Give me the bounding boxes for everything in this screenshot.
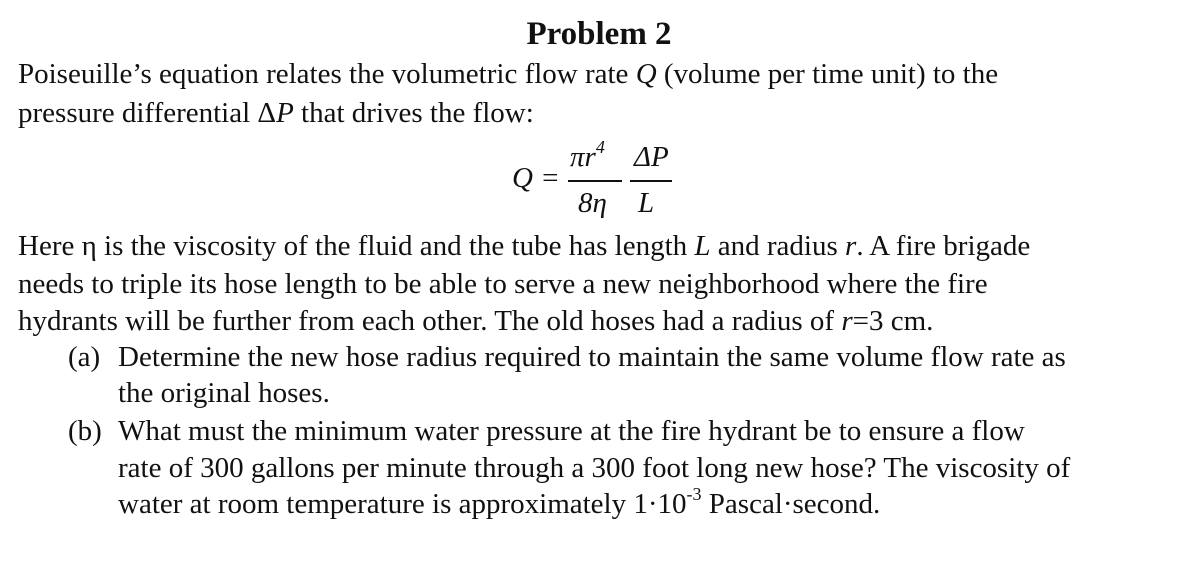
body-line-2: needs to triple its hose length to be able to serve a new neighborhood where the fire: [18, 268, 988, 300]
var-p: P: [276, 97, 294, 129]
var-r: r: [845, 230, 857, 262]
body-text: . A fire brigade: [856, 230, 1031, 262]
body-text: hydrants will be further from each other. The old hoses had a radius of: [18, 305, 842, 337]
var-q: Q: [635, 58, 657, 90]
body-text: and radius: [710, 230, 846, 262]
intro-text: that drives the flow:: [293, 97, 534, 129]
fraction-bar-right: [630, 180, 672, 182]
item-b-line-2: rate of 300 gallons per minute through a 300 foot long new hose? The viscosity of: [118, 452, 1071, 484]
item-b-line-1: What must the minimum water pressure at the fire hydrant be to ensure a flow: [118, 415, 1025, 447]
equation-denominator-left: 8η: [578, 187, 607, 219]
var-r: r: [841, 305, 853, 337]
var-l: L: [694, 230, 711, 262]
poiseuille-equation: [512, 137, 692, 220]
intro-text: (volume per time unit) to the: [656, 58, 999, 90]
body-line-3: [18, 303, 933, 339]
intro-line-1: [18, 56, 998, 92]
equation-numerator-left: [570, 137, 605, 177]
item-b-text: water at room temperature is approximately 1·10: [118, 488, 687, 520]
body-text: =3 cm.: [852, 305, 934, 337]
problem-title: Problem 2: [526, 16, 672, 52]
intro-line-2: [18, 95, 534, 131]
item-a-line-1: Determine the new hose radius required to maintain the same volume flow rate as: [118, 341, 1066, 373]
item-b-label: (b): [68, 415, 102, 447]
intro-text: Poiseuille’s equation relates the volumetric flow rate: [18, 58, 636, 90]
intro-text: pressure differential Δ: [18, 97, 277, 129]
pi-r: πr: [570, 141, 596, 173]
item-a-line-2: the original hoses.: [118, 377, 330, 409]
item-b-text: Pascal·second.: [701, 488, 881, 520]
equation-denominator-right: L: [638, 187, 655, 219]
equation-numerator-right: ΔP: [634, 141, 669, 173]
exponent-4: 4: [595, 137, 605, 157]
equation-lhs: Q =: [512, 162, 560, 194]
body-text: Here η is the viscosity of the fluid and the tube has length: [18, 230, 695, 262]
exponent-minus-3: -3: [686, 484, 702, 504]
item-b-line-3: [118, 486, 880, 525]
item-a-label: (a): [68, 341, 101, 373]
fraction-bar-left: [568, 180, 622, 182]
body-line-1: [18, 228, 1030, 264]
